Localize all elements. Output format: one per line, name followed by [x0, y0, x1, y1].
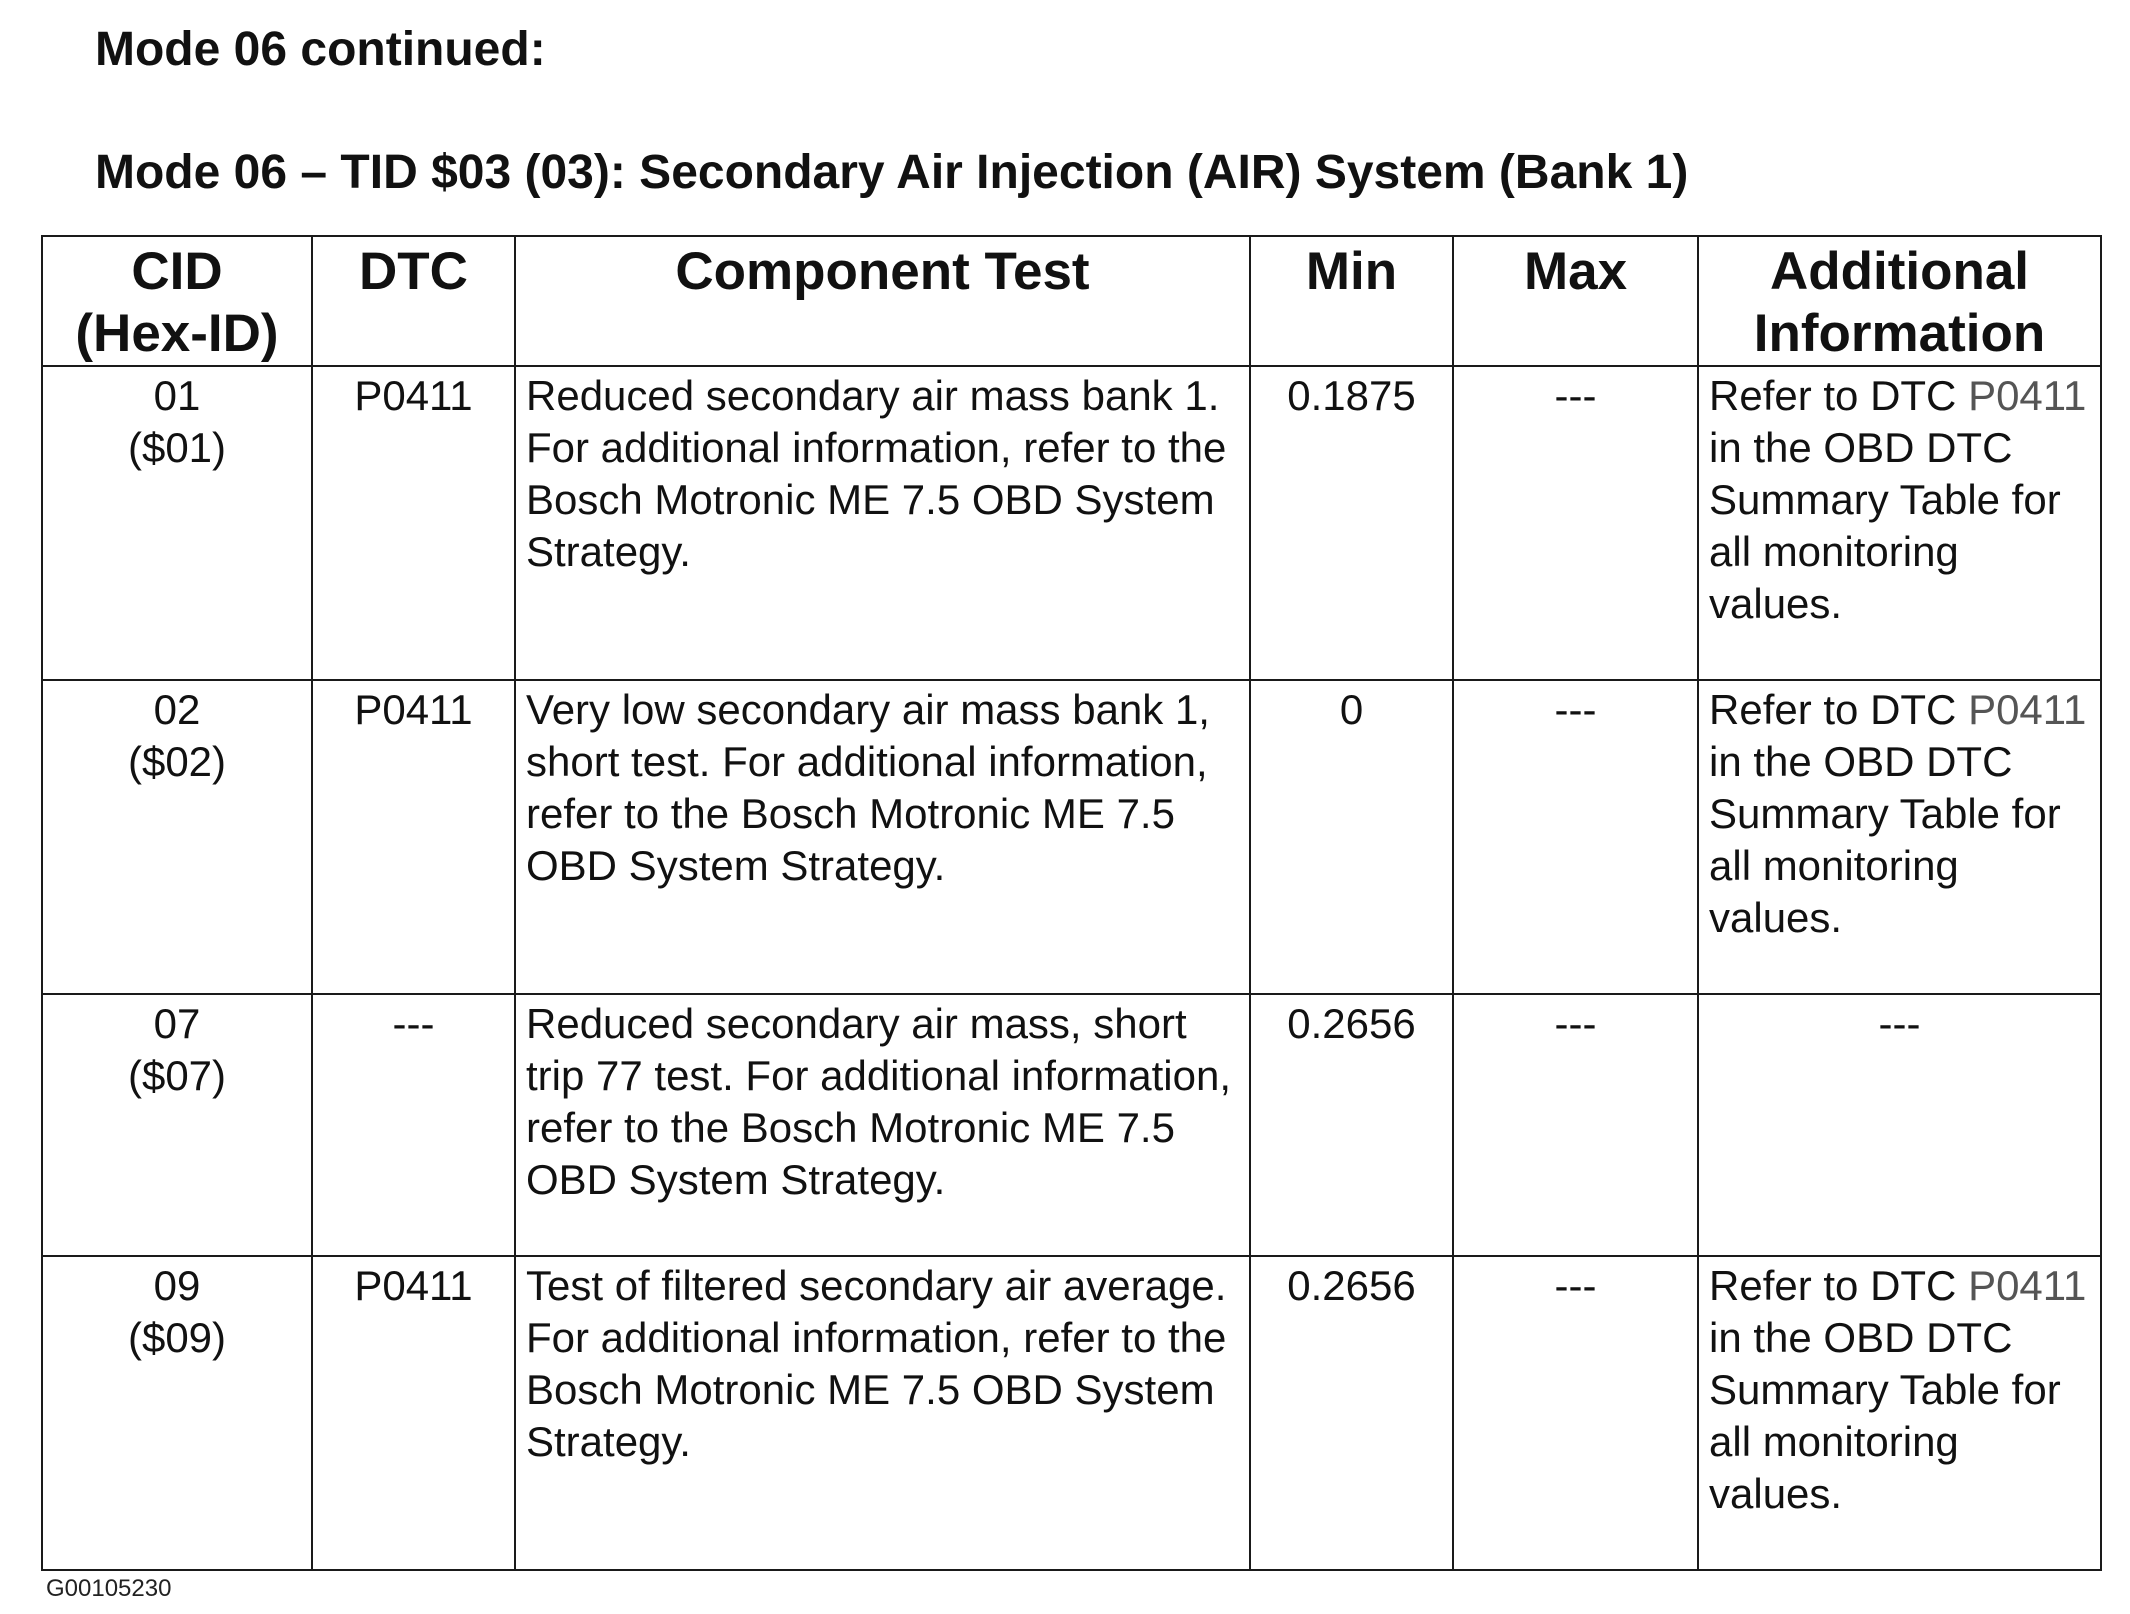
min-cell: 0.1875 [1250, 366, 1453, 680]
column-header-cid [42, 236, 312, 366]
component-test-cell: Reduced secondary air mass bank 1. For additional information, refer to the Bosch Motronic ME 7.5 OBD System Strategy. [515, 366, 1250, 680]
info-text-post: in the OBD DTC Summary Table for all monitoring values. [1709, 424, 2061, 627]
mode06-table [41, 235, 2102, 1571]
dtc-cell: P0411 [312, 366, 515, 680]
column-header-cid-line2: (Hex-ID) [75, 304, 279, 363]
component-test-cell: Test of filtered secondary air average. For additional information, refer to the Bosch Motronic ME 7.5 OBD System Strategy. [515, 1256, 1250, 1570]
max-cell: --- [1453, 680, 1698, 994]
column-header-component-test: Component Test [515, 236, 1250, 366]
additional-info-cell [1698, 680, 2101, 994]
dtc-cell: P0411 [312, 680, 515, 994]
cid-code: 07 [153, 1000, 201, 1047]
dtc-cell: --- [312, 994, 515, 1256]
dtc-cell: P0411 [312, 1256, 515, 1570]
max-cell: --- [1453, 1256, 1698, 1570]
table-row [42, 1256, 2101, 1570]
info-dtc-reference: P0411 [1968, 1262, 2087, 1309]
min-cell: 0 [1250, 680, 1453, 994]
section-title: Mode 06 – TID $03 (03): Secondary Air Injection (AIR) System (Bank 1) [95, 146, 1689, 199]
cid-hex: ($02) [127, 738, 227, 785]
cid-cell [42, 994, 312, 1256]
cid-hex: ($09) [127, 1314, 227, 1361]
cid-cell [42, 366, 312, 680]
figure-id: G00105230 [46, 1575, 172, 1602]
max-cell: --- [1453, 366, 1698, 680]
cid-cell [42, 680, 312, 994]
cid-cell [42, 1256, 312, 1570]
additional-info-cell [1698, 994, 2101, 1256]
info-dtc-reference: P0411 [1968, 372, 2087, 419]
info-text-post: in the OBD DTC Summary Table for all monitoring values. [1709, 1314, 2061, 1517]
cid-hex: ($07) [127, 1052, 227, 1099]
table-row [42, 366, 2101, 680]
component-test-cell: Very low secondary air mass bank 1, short test. For additional information, refer to the Bosch Motronic ME 7.5 OBD System Strategy. [515, 680, 1250, 994]
cid-code: 09 [153, 1262, 201, 1309]
cid-code: 02 [153, 686, 201, 733]
column-header-info-line1: Additional [1769, 242, 2030, 301]
component-test-cell: Reduced secondary air mass, short trip 77 test. For additional information, refer to the Bosch Motronic ME 7.5 OBD System Strategy. [515, 994, 1250, 1256]
max-cell: --- [1453, 994, 1698, 1256]
info-text-pre: Refer to DTC [1709, 686, 1969, 733]
column-header-dtc: DTC [312, 236, 515, 366]
info-text-pre: Refer to DTC [1709, 1262, 1969, 1309]
cid-hex: ($01) [127, 424, 227, 471]
table-row [42, 994, 2101, 1256]
column-header-info-line2: Information [1753, 304, 2046, 363]
table-row [42, 680, 2101, 994]
min-cell: 0.2656 [1250, 1256, 1453, 1570]
cid-code: 01 [153, 372, 201, 419]
column-header-min: Min [1250, 236, 1453, 366]
info-text-pre: Refer to DTC [1709, 372, 1969, 419]
additional-info-cell [1698, 366, 2101, 680]
info-text-pre: --- [1878, 1000, 1921, 1047]
column-header-cid-line1: CID [131, 242, 223, 301]
column-header-max: Max [1453, 236, 1698, 366]
page-heading-continued: Mode 06 continued: [95, 23, 546, 76]
additional-info-cell [1698, 1256, 2101, 1570]
info-text-post: in the OBD DTC Summary Table for all monitoring values. [1709, 738, 2061, 941]
column-header-additional-information [1698, 236, 2101, 366]
info-dtc-reference: P0411 [1968, 686, 2087, 733]
table-header-row [42, 236, 2101, 366]
min-cell: 0.2656 [1250, 994, 1453, 1256]
